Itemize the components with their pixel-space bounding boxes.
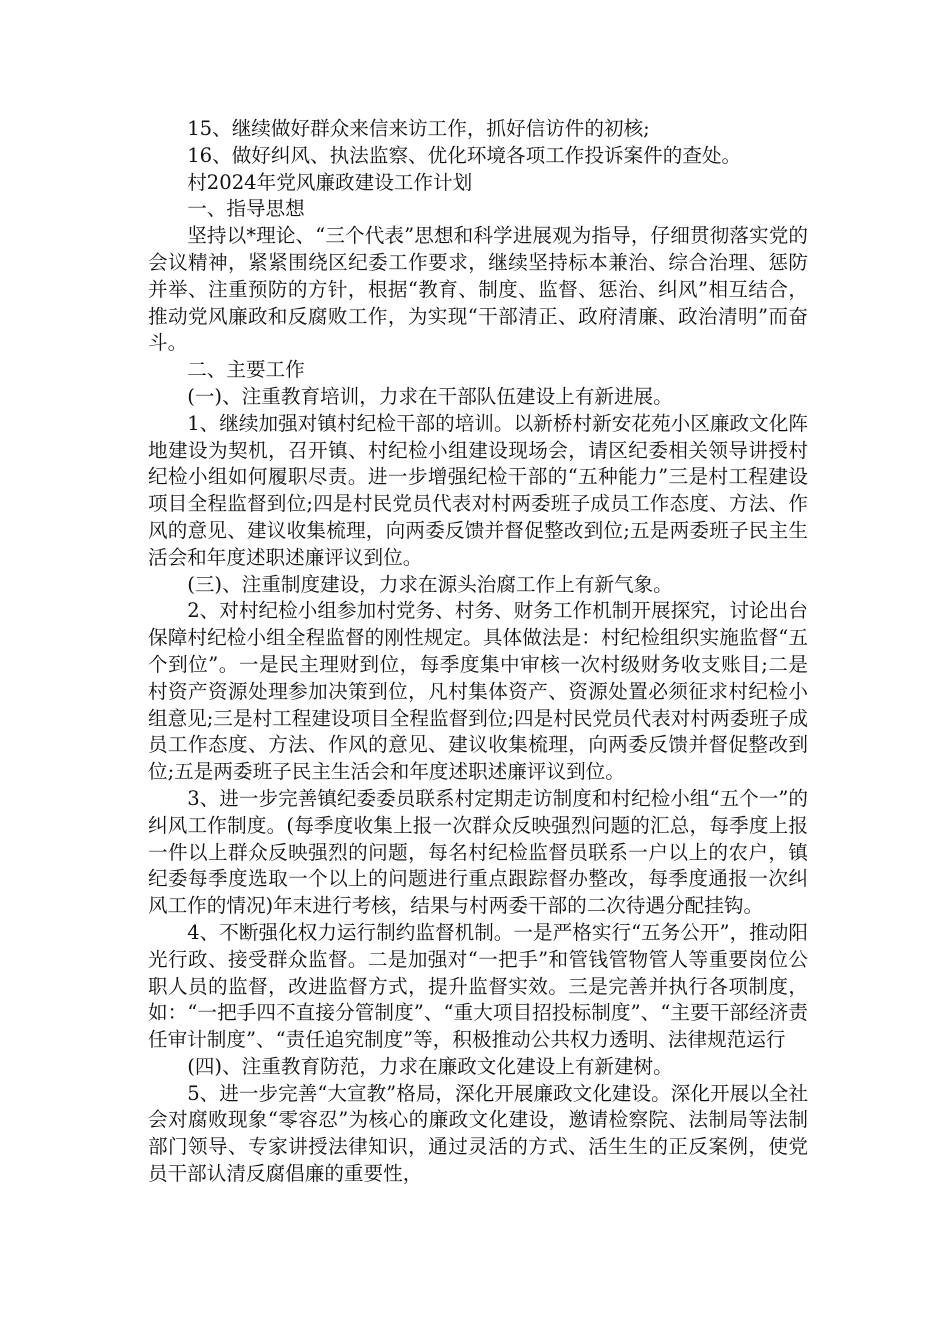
paragraph-item-15: 15、继续做好群众来信来访工作，抓好信访件的初核; (187, 117, 650, 140)
section-heading-main-work: 二、主要工作 (187, 358, 305, 382)
section-heading-guiding-ideology: 一、指导思想 (187, 197, 305, 221)
plan-title: 村2024年党风廉政建设工作计划 (187, 170, 473, 194)
paragraph-item-4: 4、不断强化权力运行制约监督机制。一是严格实行“五务公开”，推动阳光行政、接受群众监督。二是加强对“一把手”和管钱管物管人等重要岗位公职人员的监督，改进监督方式，提升监督实效。三是完善并执行各项制度，如：“一把手四不直接分管制度”、“重大项目招投标制度”、“主要干部经济责任审计制度”、“责任追究制度”等，积极推动公共权力透明、法律规范运行 (148, 920, 808, 1052)
paragraph-guiding-ideology: 坚持以*理论、“三个代表”思想和科学进展观为指导，仔细贯彻落实党的会议精神，紧紧围绕区纪委工作要求，继续坚持标本兼治、综合治理、惩防并举、注重预防的方针，根据“教育、制度、监督、惩治、纠风”相互结合，推动党风廉政和反腐败工作，为实现“干部清正、政府清廉、政治清明”而奋斗。 (148, 224, 808, 355)
paragraph-item-5: 5、进一步完善“大宣教”格局，深化开展廉政文化建设。深化开展以全社会对腐败现象“零容忍”为核心的廉政文化建设，邀请检察院、法制局等法制部门领导、专家讲授法律知识，通过灵活的方式、活生生的正反案例，使党员干部认清反腐倡廉的重要性， (148, 1081, 808, 1186)
subheading-system-building: (三)、注重制度建设，力求在源头治腐工作上有新气象。 (187, 572, 673, 596)
document-body (148, 116, 808, 1188)
paragraph-item-2: 2、对村纪检小组参加村党务、村务、财务工作机制开展探究，讨论出台保障村纪检小组全程监督的刚性规定。具体做法是：村纪检组织实施监督“五个到位”。一是民主理财到位，每季度集中审核一次村级财务收支账目;二是村资产资源处理参加决策到位，凡村集体资产、资源处置必须征求村纪检小组意见;三是村工程建设项目全程监督到位;四是村民党员代表对村两委班子成员工作态度、方法、作风的意见、建议收集梳理，向两委反馈并督促整改到位;五是两委班子民主生活会和年度述职述廉评议到位。 (148, 599, 808, 784)
paragraph-item-3: 3、进一步完善镇纪委委员联系村定期走访制度和村纪检小组“五个一”的纠风工作制度。(每季度收集上报一次群众反映强烈问题的汇总，每季度上报一件以上群众反映强烈的问题，每名村纪检监督员联系一户以上的农户，镇纪委每季度选取一个以上的问题进行重点跟踪督办整改，每季度通报一次纠风工作的情况)年末进行考核，结果与村两委干部的二次待遇分配挂钩。 (148, 786, 808, 918)
subheading-education-prevention: (四)、注重教育防范，力求在廉政文化建设上有新建树。 (187, 1054, 673, 1078)
subheading-education-training: (一)、注重教育培训，力求在干部队伍建设上有新进展。 (187, 384, 673, 408)
paragraph-item-16: 16、做好纠风、执法监察、优化环境各项工作投诉案件的查处。 (187, 143, 742, 167)
paragraph-item-1: 1、继续加强对镇村纪检干部的培训。以新桥村新安花苑小区廉政文化阵地建设为契机，召开镇、村纪检小组建设现场会，请区纪委相关领导讲授村纪检小组如何履职尽责。进一步增强纪检干部的“五种能力”三是村工程建设项目全程监督到位;四是村民党员代表对村两委班子成员工作态度、方法、作风的意见、建议收集梳理，向两委反馈并督促整改到位;五是两委班子民主生活会和年度述职述廉评议到位。 (148, 411, 808, 569)
